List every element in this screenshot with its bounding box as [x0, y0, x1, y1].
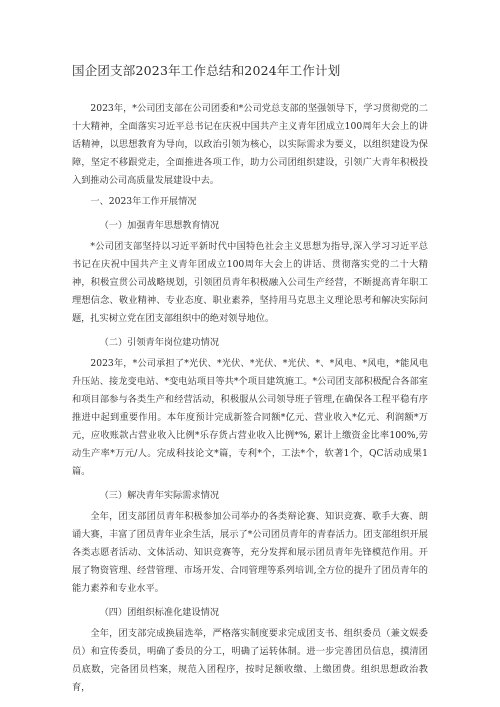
section-heading: 一、2023年工作开展情况	[90, 196, 197, 207]
subsection-heading-2: （二）引领青年岗位建功情况	[99, 337, 220, 348]
subsection-paragraph-3: 全年，团支部团员青年积极参加公司举办的各类辩论赛、知识竞赛、歌手大赛、朗诵大赛，丰富了团员青年业余生活，展示了*公司团员青年的青春活力。团支部组织开展各类志愿者活动、文体活动、知识竞赛等，充分发挥和展示团员青年先锋模范作用。开展了物资管理、经营管理、市场开发、合同管理等系列培训,全方位的提升了团员青年的能力素养和专业水平。	[72, 511, 428, 594]
subsection-heading-3: （三）解决青年实际需求情况	[99, 490, 220, 501]
subsection-heading-1: （一）加强青年思想教育情况	[99, 220, 220, 231]
subsection-paragraph-1: *公司团支部坚持以习近平新时代中国特色社会主义思想为指导,深入学习习近平总书记在庆祝中国共产主义青年团成立100周年大会上的讲话、贯彻落实党的二十大精神，积极宣贯公司战略规划，引领团员青年积极融入公司生产经营，不断提高青年职工理想信念、敬业精神、专业态度、职业素养，坚持用马克思主义理论思考和解决实际问题，扎实树立党在团支部组织中的绝对领导地位。	[72, 241, 428, 324]
subsection-paragraph-2: 2023年，*公司承担了*光伏、*光伏、*光伏、*光伏、*、*风电、*风电，*能风电升压站、接龙变电站、*变电站项目等共*个项目建筑施工。*公司团支部积极配合各部室和项目部参与各类生产和经营活动，积极服从公司领导班子管理,在确保各工程平稳有序推进中起到重要作用。本年度预计完成新签合同额*亿元、营业收入*亿元、利润额*万元，应收账款占营业收入比例*乐存货占营业收入比例*%, 累计上缴资金比率100%,劳动生产率*万元/人。完成科技论文*篇，专利*个，工法*个，软著1个，QC活动成果1篇。	[72, 358, 428, 477]
subsection-heading-4: （四）团组织标准化建设情况	[99, 607, 220, 618]
document-title: 国企团支部2023年工作总结和2024年工作计划	[72, 63, 341, 78]
subsection-paragraph-4: 全年，团支部完成换届选举，严格落实制度要求完成团支书、组织委员（兼文娱委员）和宣传委员，明确了委员的分工，明确了运转体制。进一步完善团员信息，摸清团员底数，完备团员档案，规范入团程序，按时足额收缴、上缴团费。组织思想政治教育，	[72, 628, 428, 693]
intro-paragraph: 2023年，*公司团支部在公司团委和*公司党总支部的坚强领导下，学习贯彻党的二十大精神，全面落实习近平总书记在庆祝中国共产主义青年团成立100周年大会上的讲话精神，以思想教育为导向，以政治引领为核心，以实际需求为要义，以组织建设为保障，坚定不移跟党走，全面推进各项工作，助力公司团组织建设，引领广大青年积极投入到推动公司高质量发展建设中去。	[72, 103, 428, 186]
